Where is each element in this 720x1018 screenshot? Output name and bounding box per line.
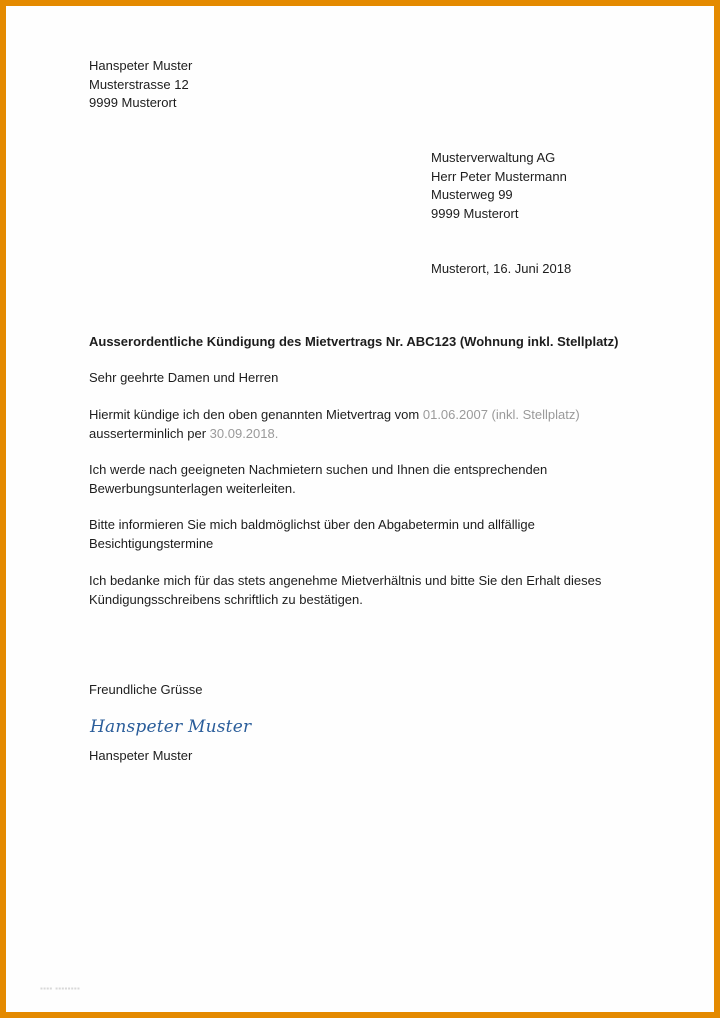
- recipient-person: Herr Peter Mustermann: [431, 168, 567, 184]
- letter-page: [12, 12, 708, 1006]
- signature-name: Hanspeter Muster: [89, 748, 193, 763]
- closing-line: Freundliche Grüsse: [89, 682, 203, 697]
- paragraph-text: Hiermit kündige ich den oben genannten Mietvertrag vom: [89, 407, 423, 422]
- paragraph-line: Bewerbungsunterlagen weiterleiten.: [89, 480, 296, 496]
- date-line: Musterort, 16. Juni 2018: [431, 261, 572, 276]
- recipient-address: [431, 149, 567, 223]
- paragraph-line: Ich bedanke mich für das stets angenehme Mietverhältnis und bitte Sie den Erhalt dieses: [89, 573, 602, 588]
- paragraph-line: Kündigungsschreibens schriftlich zu bestätigen.: [89, 591, 363, 607]
- paragraph-text: ausserterminlich per: [89, 425, 210, 441]
- recipient-city: 9999 Musterort: [431, 205, 519, 221]
- paragraph-handover: [89, 516, 649, 553]
- salutation: Sehr geehrte Damen und Herren: [89, 370, 279, 385]
- paragraph-line: [89, 406, 649, 425]
- sender-name: Hanspeter Muster: [89, 58, 193, 73]
- paragraph-line: [89, 425, 649, 444]
- recipient-street: Musterweg 99: [431, 187, 513, 202]
- handwritten-signature: Hanspeter Muster: [90, 717, 252, 737]
- recipient-company: Musterverwaltung AG: [431, 150, 556, 165]
- contract-start-date: 01.06.2007 (inkl. Stellplatz): [422, 407, 580, 422]
- sender-address: [89, 57, 192, 113]
- paragraph-thanks: [89, 572, 649, 609]
- paragraph-line: Ich werde nach geeigneten Nachmietern suchen und Ihnen die entsprechenden: [89, 462, 548, 477]
- paragraph-line: Besichtigungstermine: [89, 535, 214, 551]
- paragraph-successor: [89, 461, 649, 498]
- paragraph-line: Bitte informieren Sie mich baldmöglichst über den Abgabetermin und allfällige: [89, 517, 535, 532]
- subject-line: Ausserordentliche Kündigung des Mietvertrags Nr. ABC123 (Wohnung inkl. Stellplatz): [89, 334, 619, 349]
- paragraph-termination: [89, 406, 649, 443]
- watermark-mark: ▪▪▪▪ ▪▪▪▪▪▪▪▪: [40, 984, 81, 993]
- termination-date: 30.09.2018.: [209, 425, 279, 441]
- sender-street: Musterstrasse 12: [89, 76, 189, 92]
- sender-city: 9999 Musterort: [89, 95, 177, 110]
